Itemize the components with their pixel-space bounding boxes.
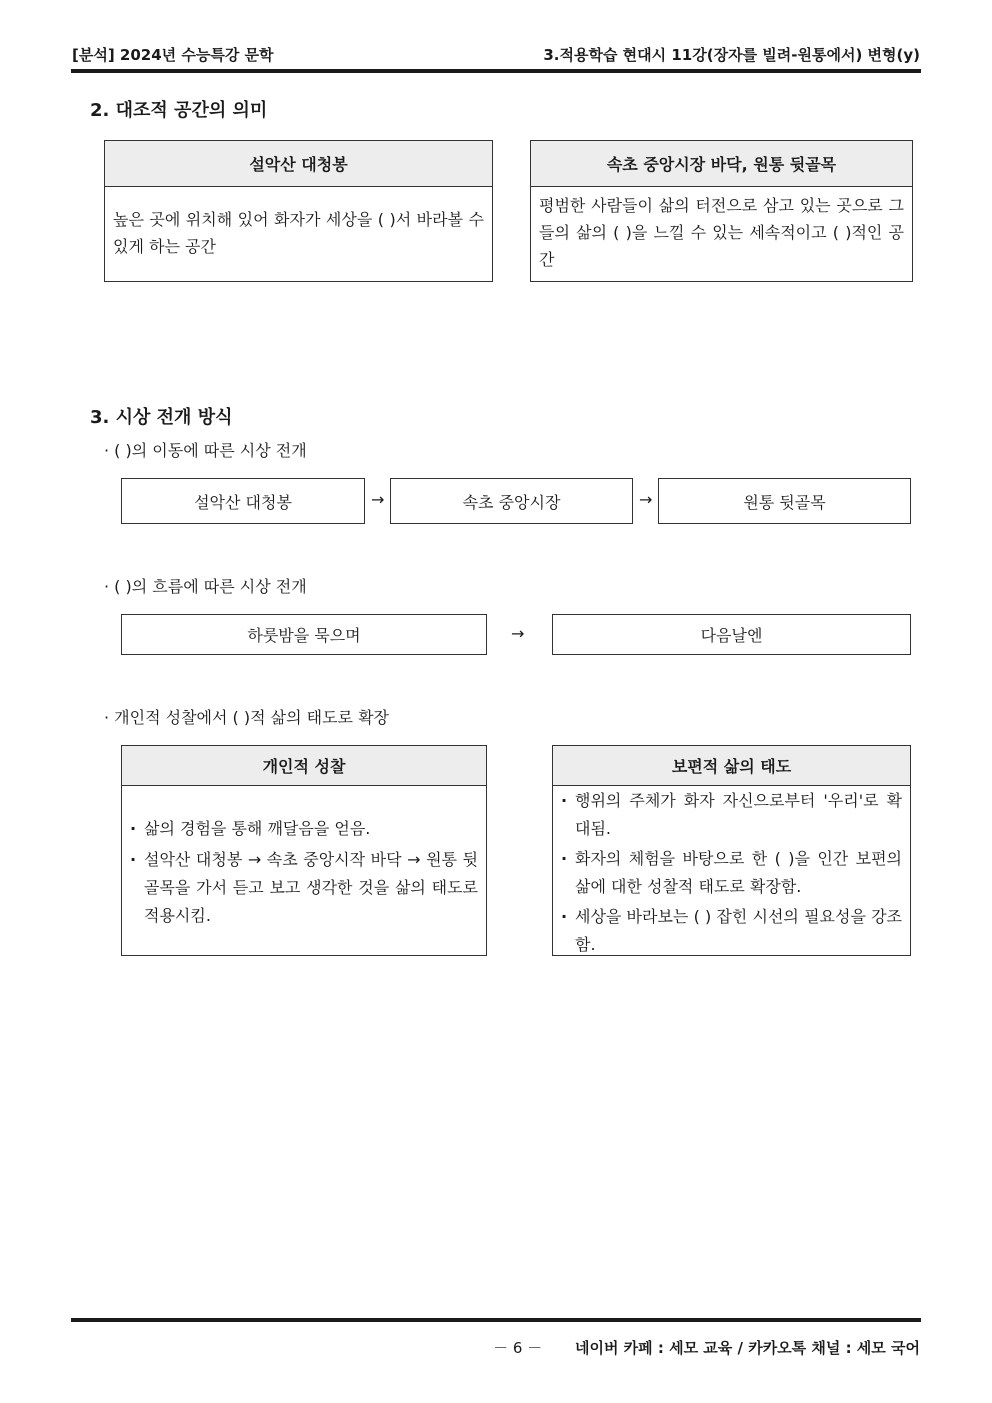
header-right-title: 3.적용학습 현대시 11강(장자를 빌려-원통에서) 변형(y) xyxy=(543,46,920,64)
section2-left-box-body: 높은 곳에 위치해 있어 화자가 세상을 ( )서 바라볼 수 있게 하는 공간 xyxy=(113,210,484,256)
flow1-item-wontong-alley: 원통 뒷골목 xyxy=(658,478,911,524)
header-left-title: [분석] 2024년 수능특강 문학 xyxy=(72,46,274,64)
page-number: － 6 － xyxy=(493,1339,543,1357)
time-flow-bullet: · ( )의 흐름에 따른 시상 전개 xyxy=(104,577,307,596)
section2-right-box-heading: 속초 중앙시장 바닥, 원통 뒷골목 xyxy=(531,141,912,187)
section2-left-box xyxy=(104,140,493,282)
flow1-item-daecheongbong: 설악산 대청봉 xyxy=(121,478,365,524)
universal-attitude-list xyxy=(561,787,902,959)
flow1-arrow-2: → xyxy=(639,490,653,509)
personal-reflection-list xyxy=(130,815,478,930)
section3-title: 3. 시상 전개 방식 xyxy=(90,407,233,428)
footer-info: 네이버 카페 : 세모 교육 / 카카오톡 채널 : 세모 국어 xyxy=(574,1339,920,1357)
section2-title: 2. 대조적 공간의 의미 xyxy=(90,100,268,121)
flow2-item-next-day: 다음날엔 xyxy=(552,614,911,655)
list-item: · 화자의 체험을 바탕으로 한 ( )을 인간 보편의 삶에 대한 성찰적 태도로 확장함. xyxy=(561,845,902,901)
section2-right-box xyxy=(530,140,913,282)
personal-reflection-heading: 개인적 성찰 xyxy=(122,746,486,786)
flow2-arrow: → xyxy=(511,624,525,643)
section2-left-box-heading: 설악산 대청봉 xyxy=(105,141,492,187)
universal-attitude-heading: 보편적 삶의 태도 xyxy=(553,746,910,786)
list-item: · 설악산 대청봉 → 속초 중앙시작 바닥 → 원통 뒷골목을 가서 듣고 보고 생각한 것을 삶의 태도로 적용시킴. xyxy=(130,846,478,930)
list-item: · 세상을 바라보는 ( ) 잡힌 시선의 필요성을 강조함. xyxy=(561,903,902,959)
flow1-item-sokcho-market: 속초 중앙시장 xyxy=(390,478,633,524)
footer xyxy=(493,1337,920,1358)
section2-right-box-body: 평범한 사람들이 삶의 터전으로 삼고 있는 곳으로 그들의 삶의 ( )을 느낄 수 있는 세속적이고 ( )적인 공간 xyxy=(539,196,904,269)
flow1-arrow-1: → xyxy=(371,490,385,509)
universal-attitude-box xyxy=(552,745,911,956)
list-item: · 행위의 주체가 화자 자신으로부터 '우리'로 확대됨. xyxy=(561,787,902,843)
personal-reflection-box xyxy=(121,745,487,956)
space-move-bullet: · ( )의 이동에 따른 시상 전개 xyxy=(104,441,307,460)
header-rule xyxy=(71,69,921,73)
footer-rule xyxy=(71,1318,921,1322)
list-item: · 삶의 경험을 통해 깨달음을 얻음. xyxy=(130,815,478,843)
flow2-item-night: 하룻밤을 묵으며 xyxy=(121,614,487,655)
reflection-bullet: · 개인적 성찰에서 ( )적 삶의 태도로 확장 xyxy=(104,708,390,727)
